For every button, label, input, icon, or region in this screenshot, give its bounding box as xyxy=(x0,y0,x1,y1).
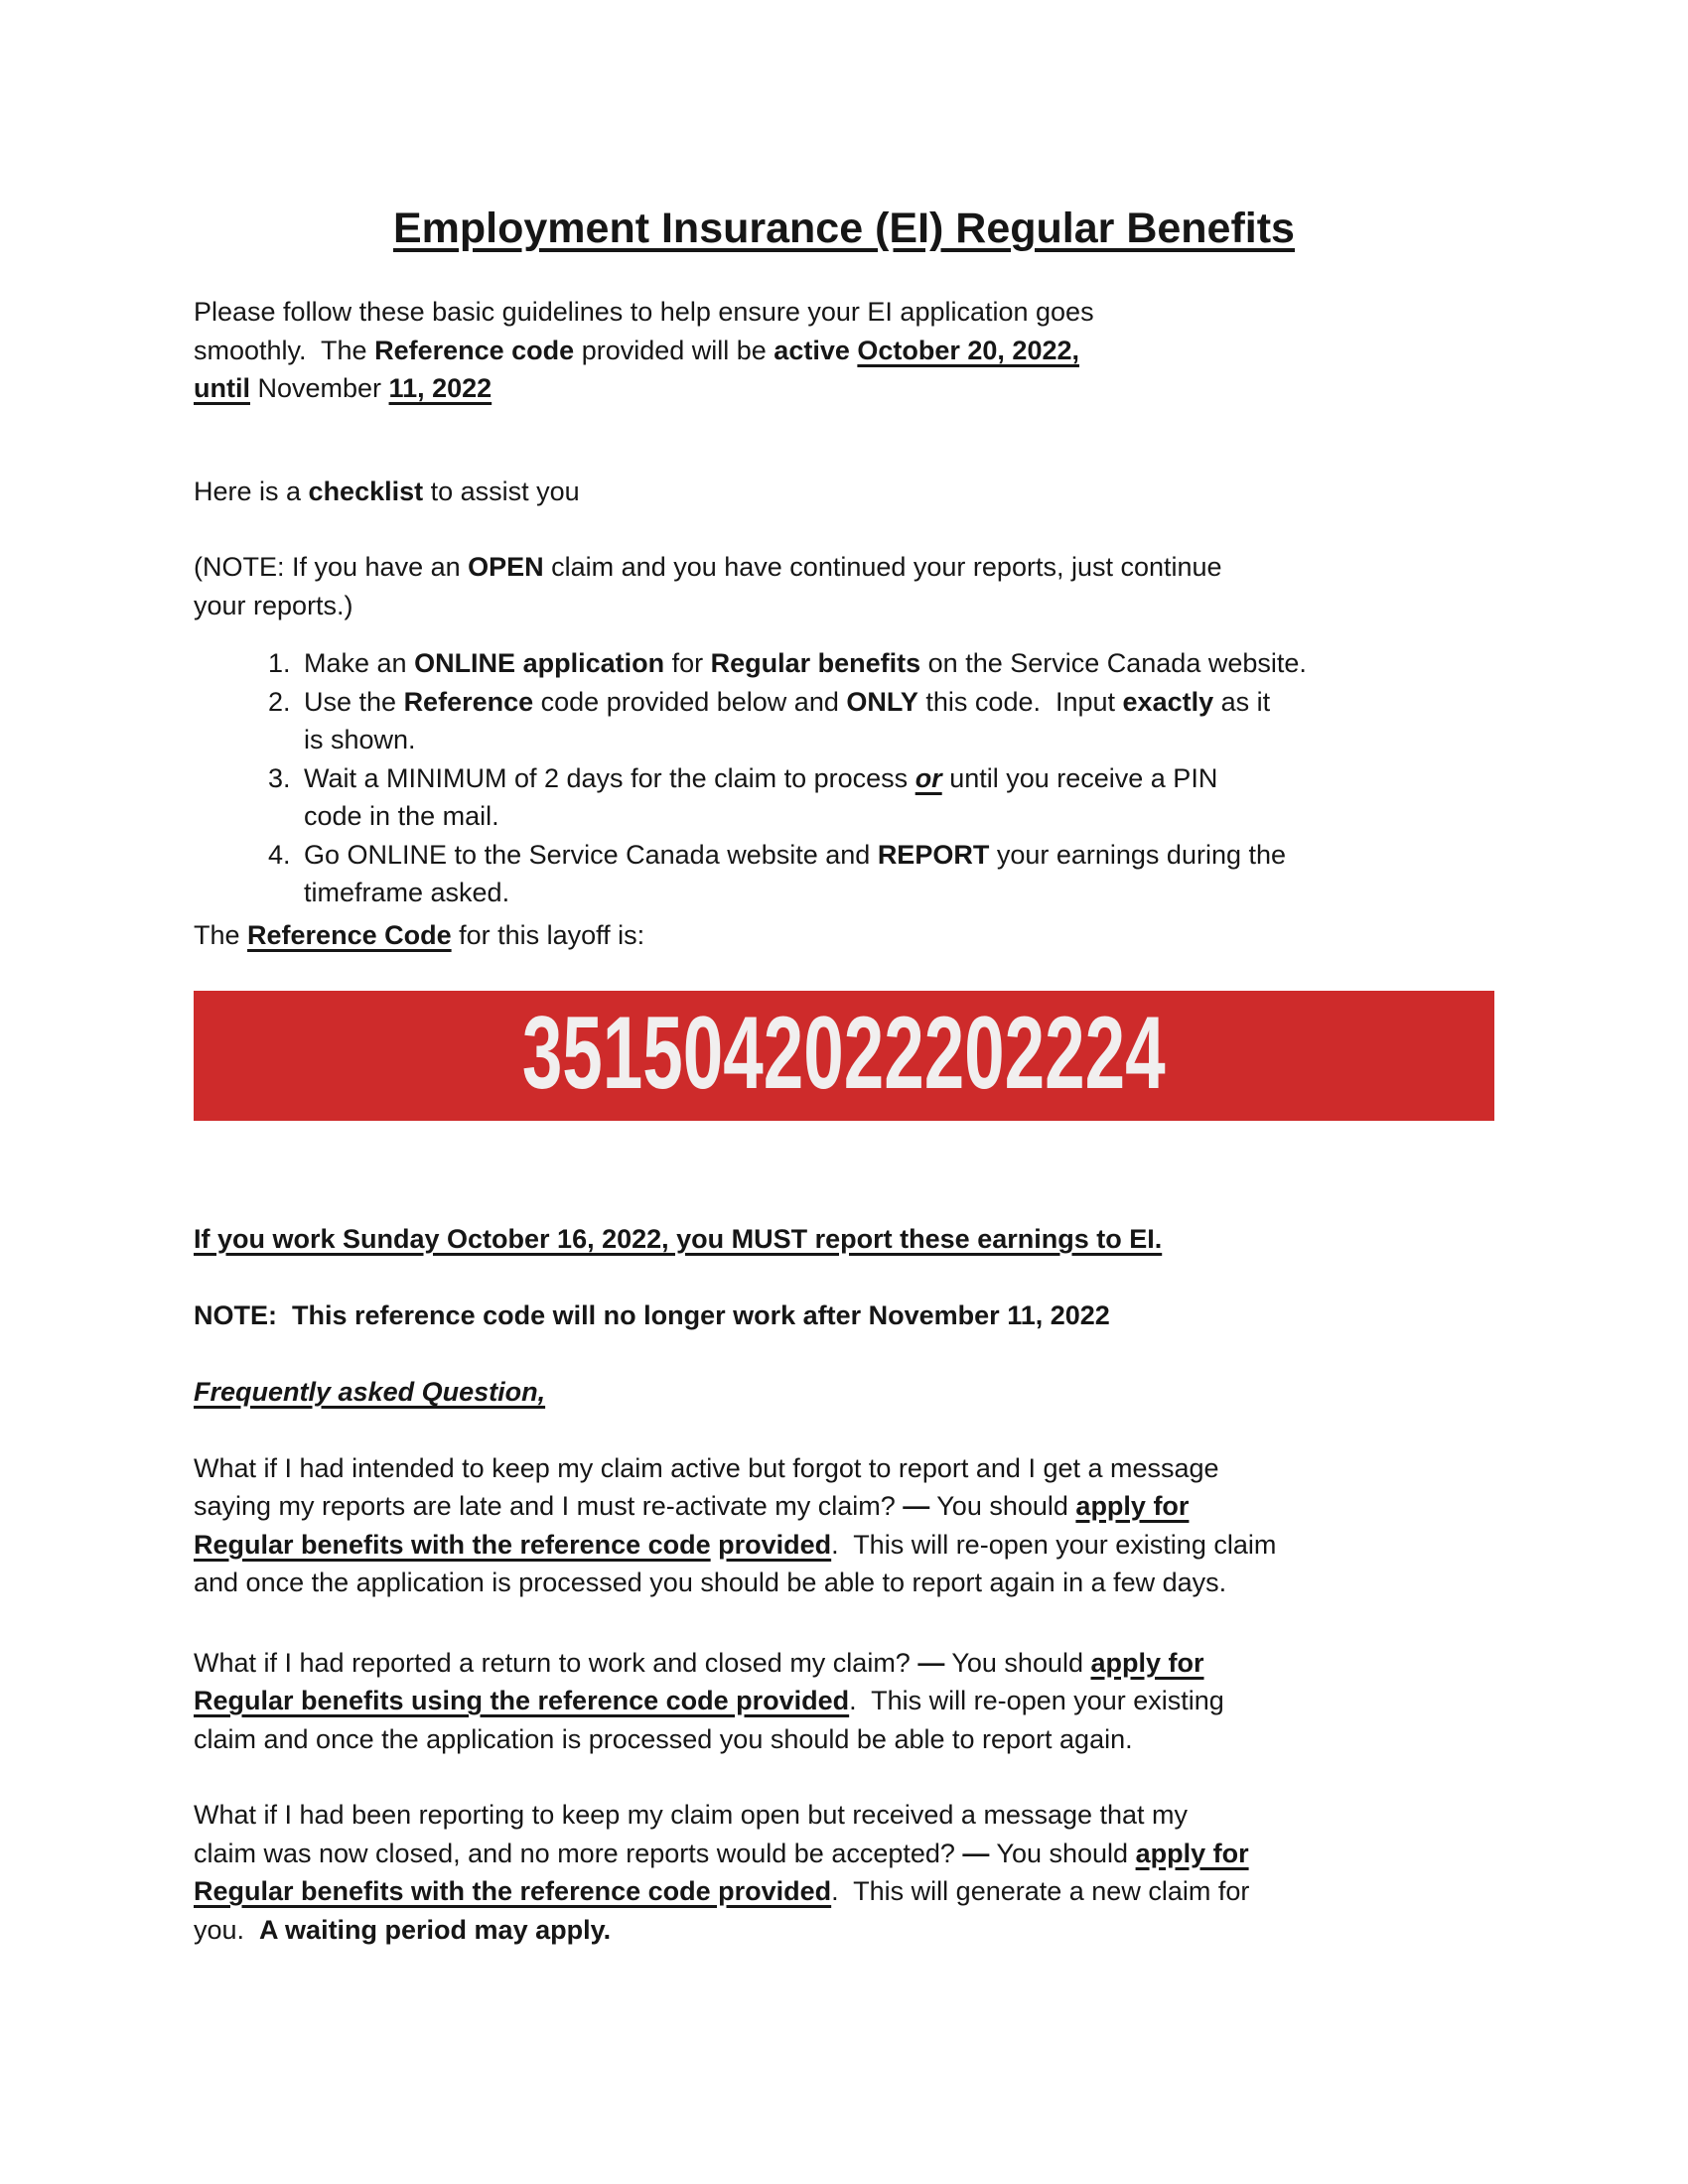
faq-item-3: What if I had been reporting to keep my claim open but received a message that my claim was now closed, and no more reports would be accepted? — You should apply for Regular benefits with the reference code provided. This will generate a new claim for you. A waiting period may apply. xyxy=(194,1800,1250,1945)
checklist-line: Here is a checklist to assist you xyxy=(194,476,580,506)
intro-paragraph: Please follow these basic guidelines to help ensure your EI application goes smoothly. The Reference code provided will be active October 20, 2022, until November 11, 2022 xyxy=(194,297,1094,403)
faq-heading: Frequently asked Question, xyxy=(194,1377,546,1407)
reference-code-banner xyxy=(194,991,1494,1121)
step-item-4: 4. Go ONLINE to the Service Canada website and REPORT your earnings during the timeframe asked. xyxy=(298,836,1494,912)
reference-code-value: 3515042022202224 xyxy=(522,995,1166,1111)
open-claim-note: (NOTE: If you have an OPEN claim and you have continued your reports, just continue your reports.) xyxy=(194,552,1222,620)
code-expiry-note: NOTE: This reference code will no longer work after November 11, 2022 xyxy=(194,1299,1110,1330)
work-sunday-notice: If you work Sunday October 16, 2022, you MUST report these earnings to EI. xyxy=(194,1224,1163,1254)
step-item-3: 3. Wait a MINIMUM of 2 days for the claim to process or until you receive a PIN code in the mail. xyxy=(298,759,1494,836)
step-item-2: 2. Use the Reference code provided below and ONLY this code. Input exactly as it is shown. xyxy=(298,683,1494,759)
faq-item-2: What if I had reported a return to work and closed my claim? — You should apply for Regular benefits using the reference code provided. This will re-open your existing claim and once the application is processed you should be able to report again. xyxy=(194,1647,1224,1754)
faq-item-1: What if I had intended to keep my claim active but forgot to report and I get a message saying my reports are late and I must re-activate my claim? — You should apply for Regular benefits with the reference code provided. This will re-open your existing claim and once the application is processed you should be able to report again in a few days. xyxy=(194,1452,1277,1597)
page-title: Employment Insurance (EI) Regular Benefits xyxy=(393,205,1295,252)
document-content xyxy=(0,201,1688,1949)
steps-list xyxy=(194,644,1494,912)
reference-code-line: The Reference Code for this layoff is: xyxy=(194,919,645,950)
step-item-1: 1. Make an ONLINE application for Regular benefits on the Service Canada website. xyxy=(298,644,1494,683)
